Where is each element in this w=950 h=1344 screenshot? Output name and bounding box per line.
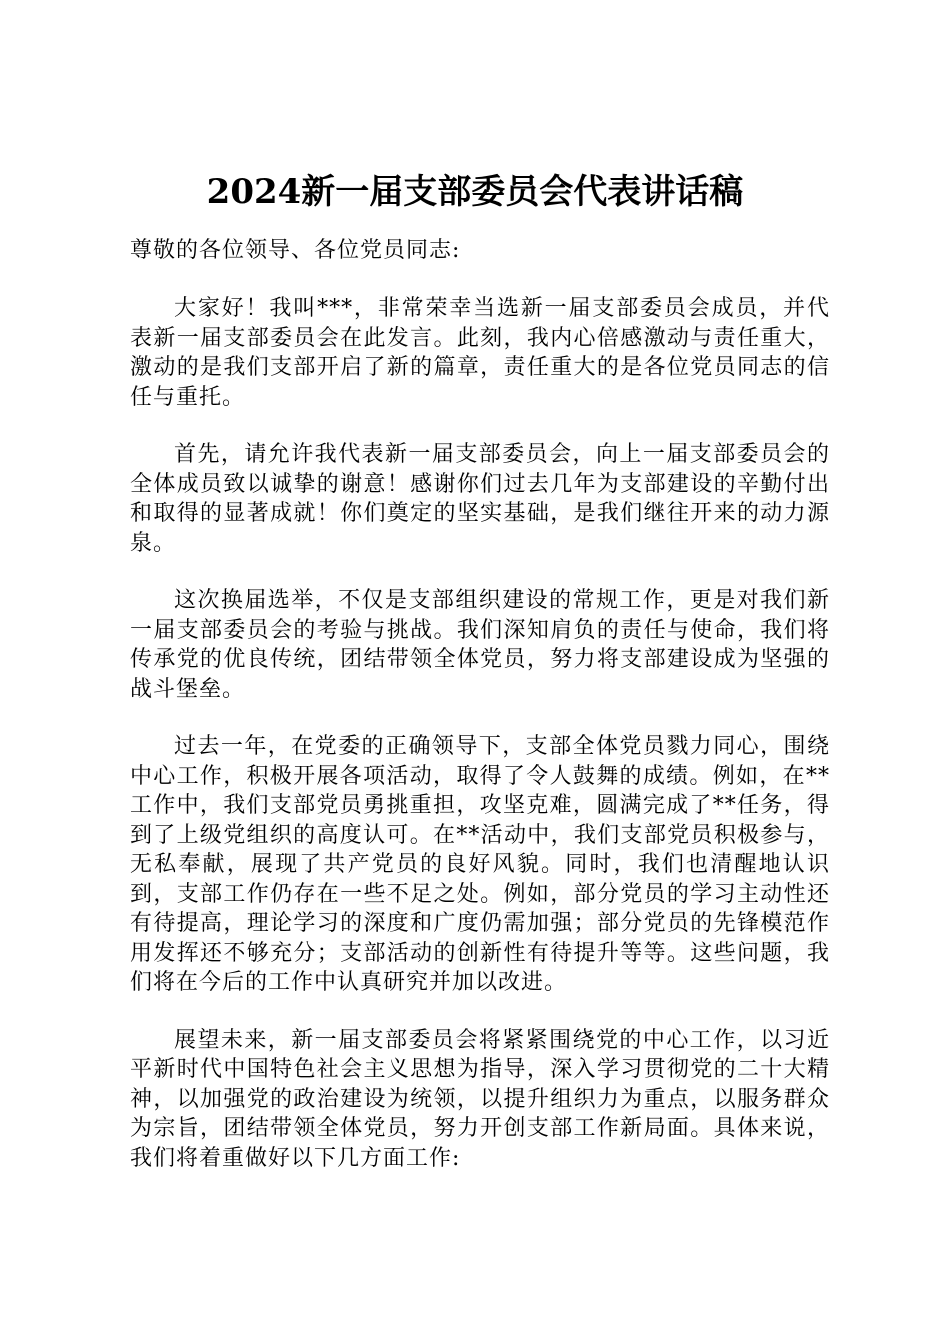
paragraph-thanks: 首先，请允许我代表新一届支部委员会，向上一届支部委员会的全体成员致以诚挚的谢意！感谢你们过去几年为支部建设的辛勤付出和取得的显著成就！你们奠定的坚实基础，是我们继往开来的动力源泉。 [130, 442, 830, 556]
document-body [130, 234, 830, 1201]
paragraph-greeting: 大家好！我叫***，非常荣幸当选新一届支部委员会成员，并代表新一届支部委员会在此发言。此刻，我内心倍感激动与责任重大，激动的是我们支部开启了新的篇章，责任重大的是各位党员同志的信任与重托。 [130, 296, 830, 410]
paragraph-review: 过去一年，在党委的正确领导下，支部全体党员戮力同心，围绕中心工作，积极开展各项活动，取得了令人鼓舞的成绩。例如，在**工作中，我们支部党员勇挑重担，攻坚克难，圆满完成了**任务，得到了上级党组织的高度认可。在**活动中，我们支部党员积极参与，无私奉献，展现了共产党员的良好风貌。同时，我们也清醒地认识到，支部工作仍存在一些不足之处。例如，部分党员的学习主动性还有待提高，理论学习的深度和广度仍需加强；部分党员的先锋模范作用发挥还不够充分；支部活动的创新性有待提升等等。这些问题，我们将在今后的工作中认真研究并加以改进。 [130, 734, 830, 995]
salutation: 尊敬的各位领导、各位党员同志: [130, 238, 461, 263]
paragraph-outlook: 展望未来，新一届支部委员会将紧紧围绕党的中心工作，以习近平新时代中国特色社会主义思想为指导，深入学习贯彻党的二十大精神，以加强党的政治建设为统领，以提升组织力为重点，以服务群众为宗旨，团结带领全体党员，努力开创支部工作新局面。具体来说，我们将着重做好以下几方面工作: [130, 1027, 830, 1171]
paragraph-election: 这次换届选举，不仅是支部组织建设的常规工作，更是对我们新一届支部委员会的考验与挑战。我们深知肩负的责任与使命，我们将传承党的优良传统，团结带领全体党员，努力将支部建设成为坚强的战斗堡垒。 [130, 588, 830, 702]
document-title: 2024新一届支部委员会代表讲话稿 [206, 172, 744, 212]
